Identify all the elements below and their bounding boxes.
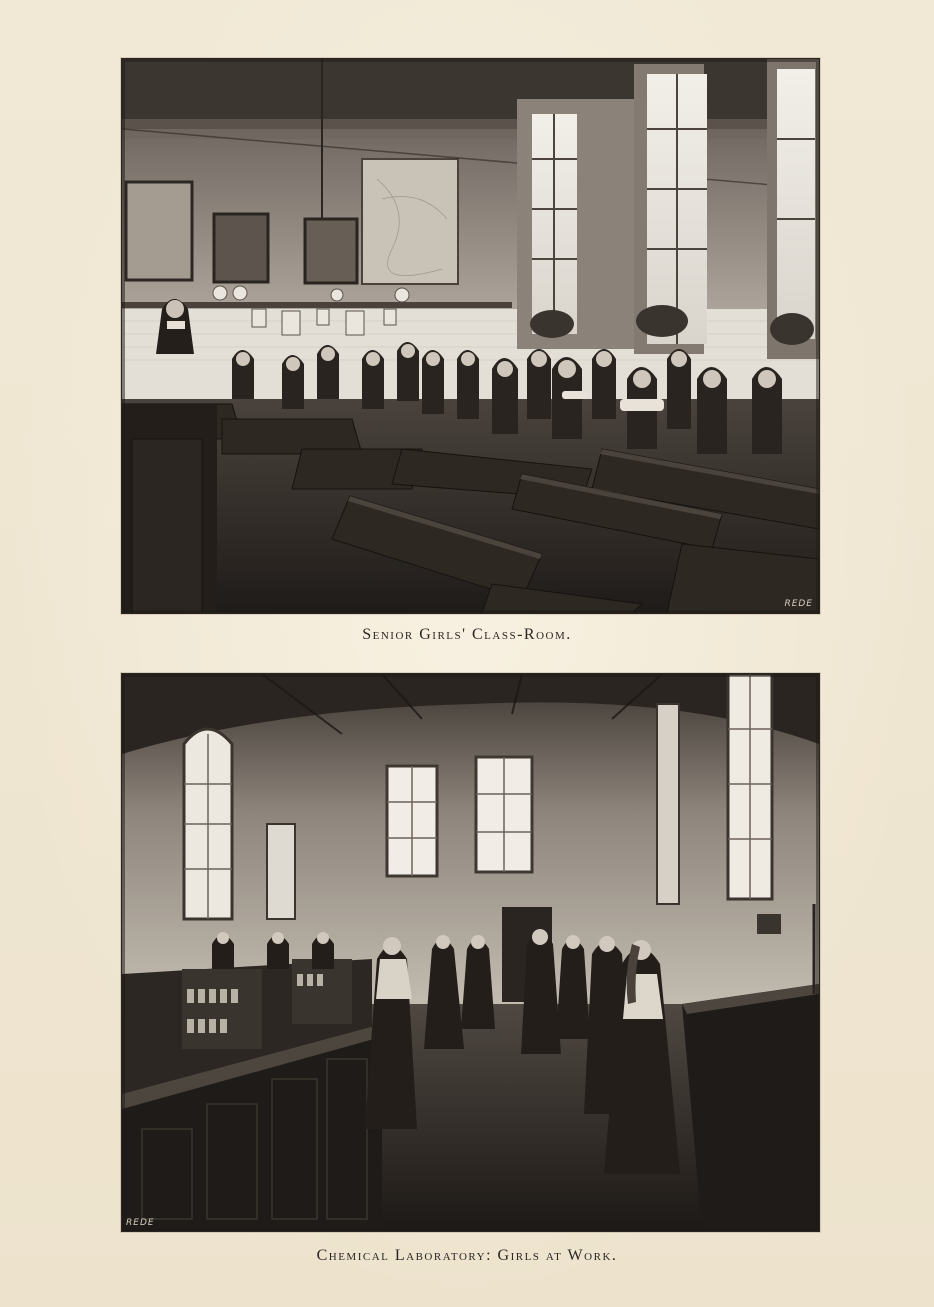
- engraver-signature: REDE: [784, 599, 813, 609]
- laboratory-photograph: [121, 673, 820, 1232]
- classroom-photograph: [121, 58, 820, 614]
- caption-laboratory: Chemical Laboratory: Girls at Work.: [316, 1247, 618, 1264]
- classroom-photo-art: [122, 59, 819, 613]
- laboratory-photo-art: [122, 674, 819, 1231]
- caption-classroom: Senior Girls' Class-Room.: [362, 626, 572, 643]
- engraver-signature: REDE: [126, 1218, 155, 1228]
